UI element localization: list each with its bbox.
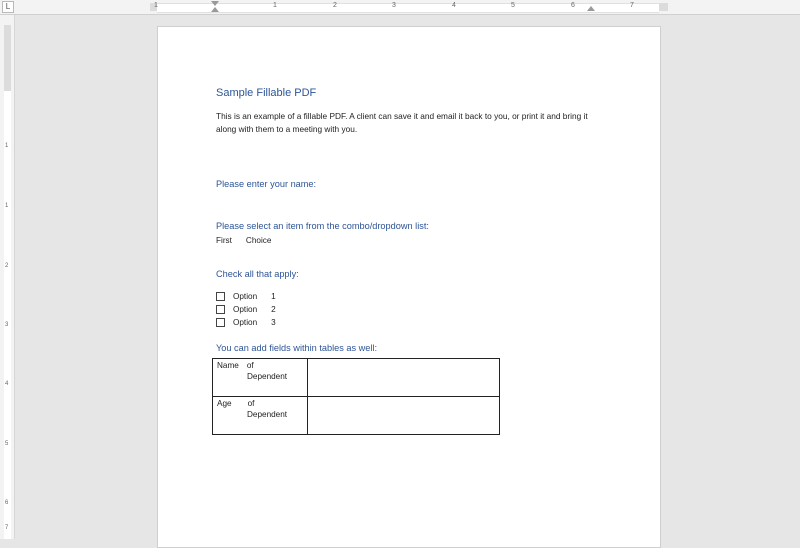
intro-paragraph: This is an example of a fillable PDF. A client can save it and email it back to you, or print it and bring it along with them to a meeting with you.: [216, 111, 588, 134]
ruler-number: 1: [273, 2, 277, 9]
label-word: Dependent: [247, 372, 288, 381]
table-label-cell: [213, 359, 308, 397]
ruler-number: 6: [571, 2, 575, 9]
vertical-ruler: [0, 15, 15, 539]
vertical-ruler-top-margin: [4, 25, 11, 91]
option-label: Option: [233, 305, 258, 314]
first-line-indent-marker[interactable]: [211, 1, 219, 6]
document-page[interactable]: [157, 26, 661, 548]
table-row: [213, 359, 500, 397]
checkbox-option[interactable]: [216, 292, 276, 301]
option-number: 2: [271, 305, 276, 314]
ruler-number: 2: [333, 2, 337, 9]
option-number: 3: [271, 318, 276, 327]
ruler-number: 7: [630, 2, 634, 9]
ruler-number: 1: [154, 2, 158, 9]
ruler-number: 5: [511, 2, 515, 9]
vruler-number: 3: [5, 322, 9, 328]
vruler-number: 5: [5, 441, 9, 447]
vruler-number: 4: [5, 381, 9, 387]
name-of-dependent-field[interactable]: [308, 359, 500, 397]
label-word: Dependent: [247, 410, 288, 419]
option-label: Option: [233, 292, 258, 301]
vruler-number: 7: [5, 525, 9, 531]
hanging-indent-marker[interactable]: [211, 7, 219, 12]
tab-selector[interactable]: L: [2, 1, 14, 13]
label-word: Age: [217, 399, 232, 408]
ruler-number: 3: [392, 2, 396, 9]
combo-value-word: Choice: [245, 236, 272, 245]
vruler-number: 1: [5, 143, 9, 149]
checkbox-prompt: Check all that apply:: [216, 269, 299, 279]
vruler-number: 6: [5, 500, 9, 506]
name-prompt: Please enter your name:: [216, 179, 317, 189]
table-row: [213, 397, 500, 435]
table-prompt: You can add fields within tables as well:: [216, 343, 378, 353]
dependents-table: [212, 358, 500, 435]
combo-prompt: Please select an item from the combo/dropdown list:: [216, 221, 429, 231]
checkbox-option[interactable]: [216, 318, 276, 327]
right-indent-marker[interactable]: [587, 6, 595, 11]
combo-field[interactable]: [216, 236, 285, 245]
combo-value-word: First: [216, 236, 232, 245]
ruler-right-margin: [659, 3, 668, 11]
document-title: Sample Fillable PDF: [216, 87, 317, 99]
vertical-ruler-track: [4, 91, 11, 539]
label-word: of: [246, 361, 254, 370]
horizontal-ruler: [0, 0, 800, 15]
checkbox[interactable]: [216, 292, 225, 301]
option-number: 1: [271, 292, 276, 301]
option-label: Option: [233, 318, 258, 327]
vruler-number: 1: [5, 203, 9, 209]
checkbox[interactable]: [216, 305, 225, 314]
checkbox[interactable]: [216, 318, 225, 327]
table-label-cell: [213, 397, 308, 435]
label-word: of: [247, 399, 255, 408]
ruler-track: [157, 3, 659, 13]
checkbox-option[interactable]: [216, 305, 276, 314]
label-word: Name: [217, 361, 239, 370]
vruler-number: 2: [5, 263, 9, 269]
ruler-number: 4: [452, 2, 456, 9]
age-of-dependent-field[interactable]: [308, 397, 500, 435]
